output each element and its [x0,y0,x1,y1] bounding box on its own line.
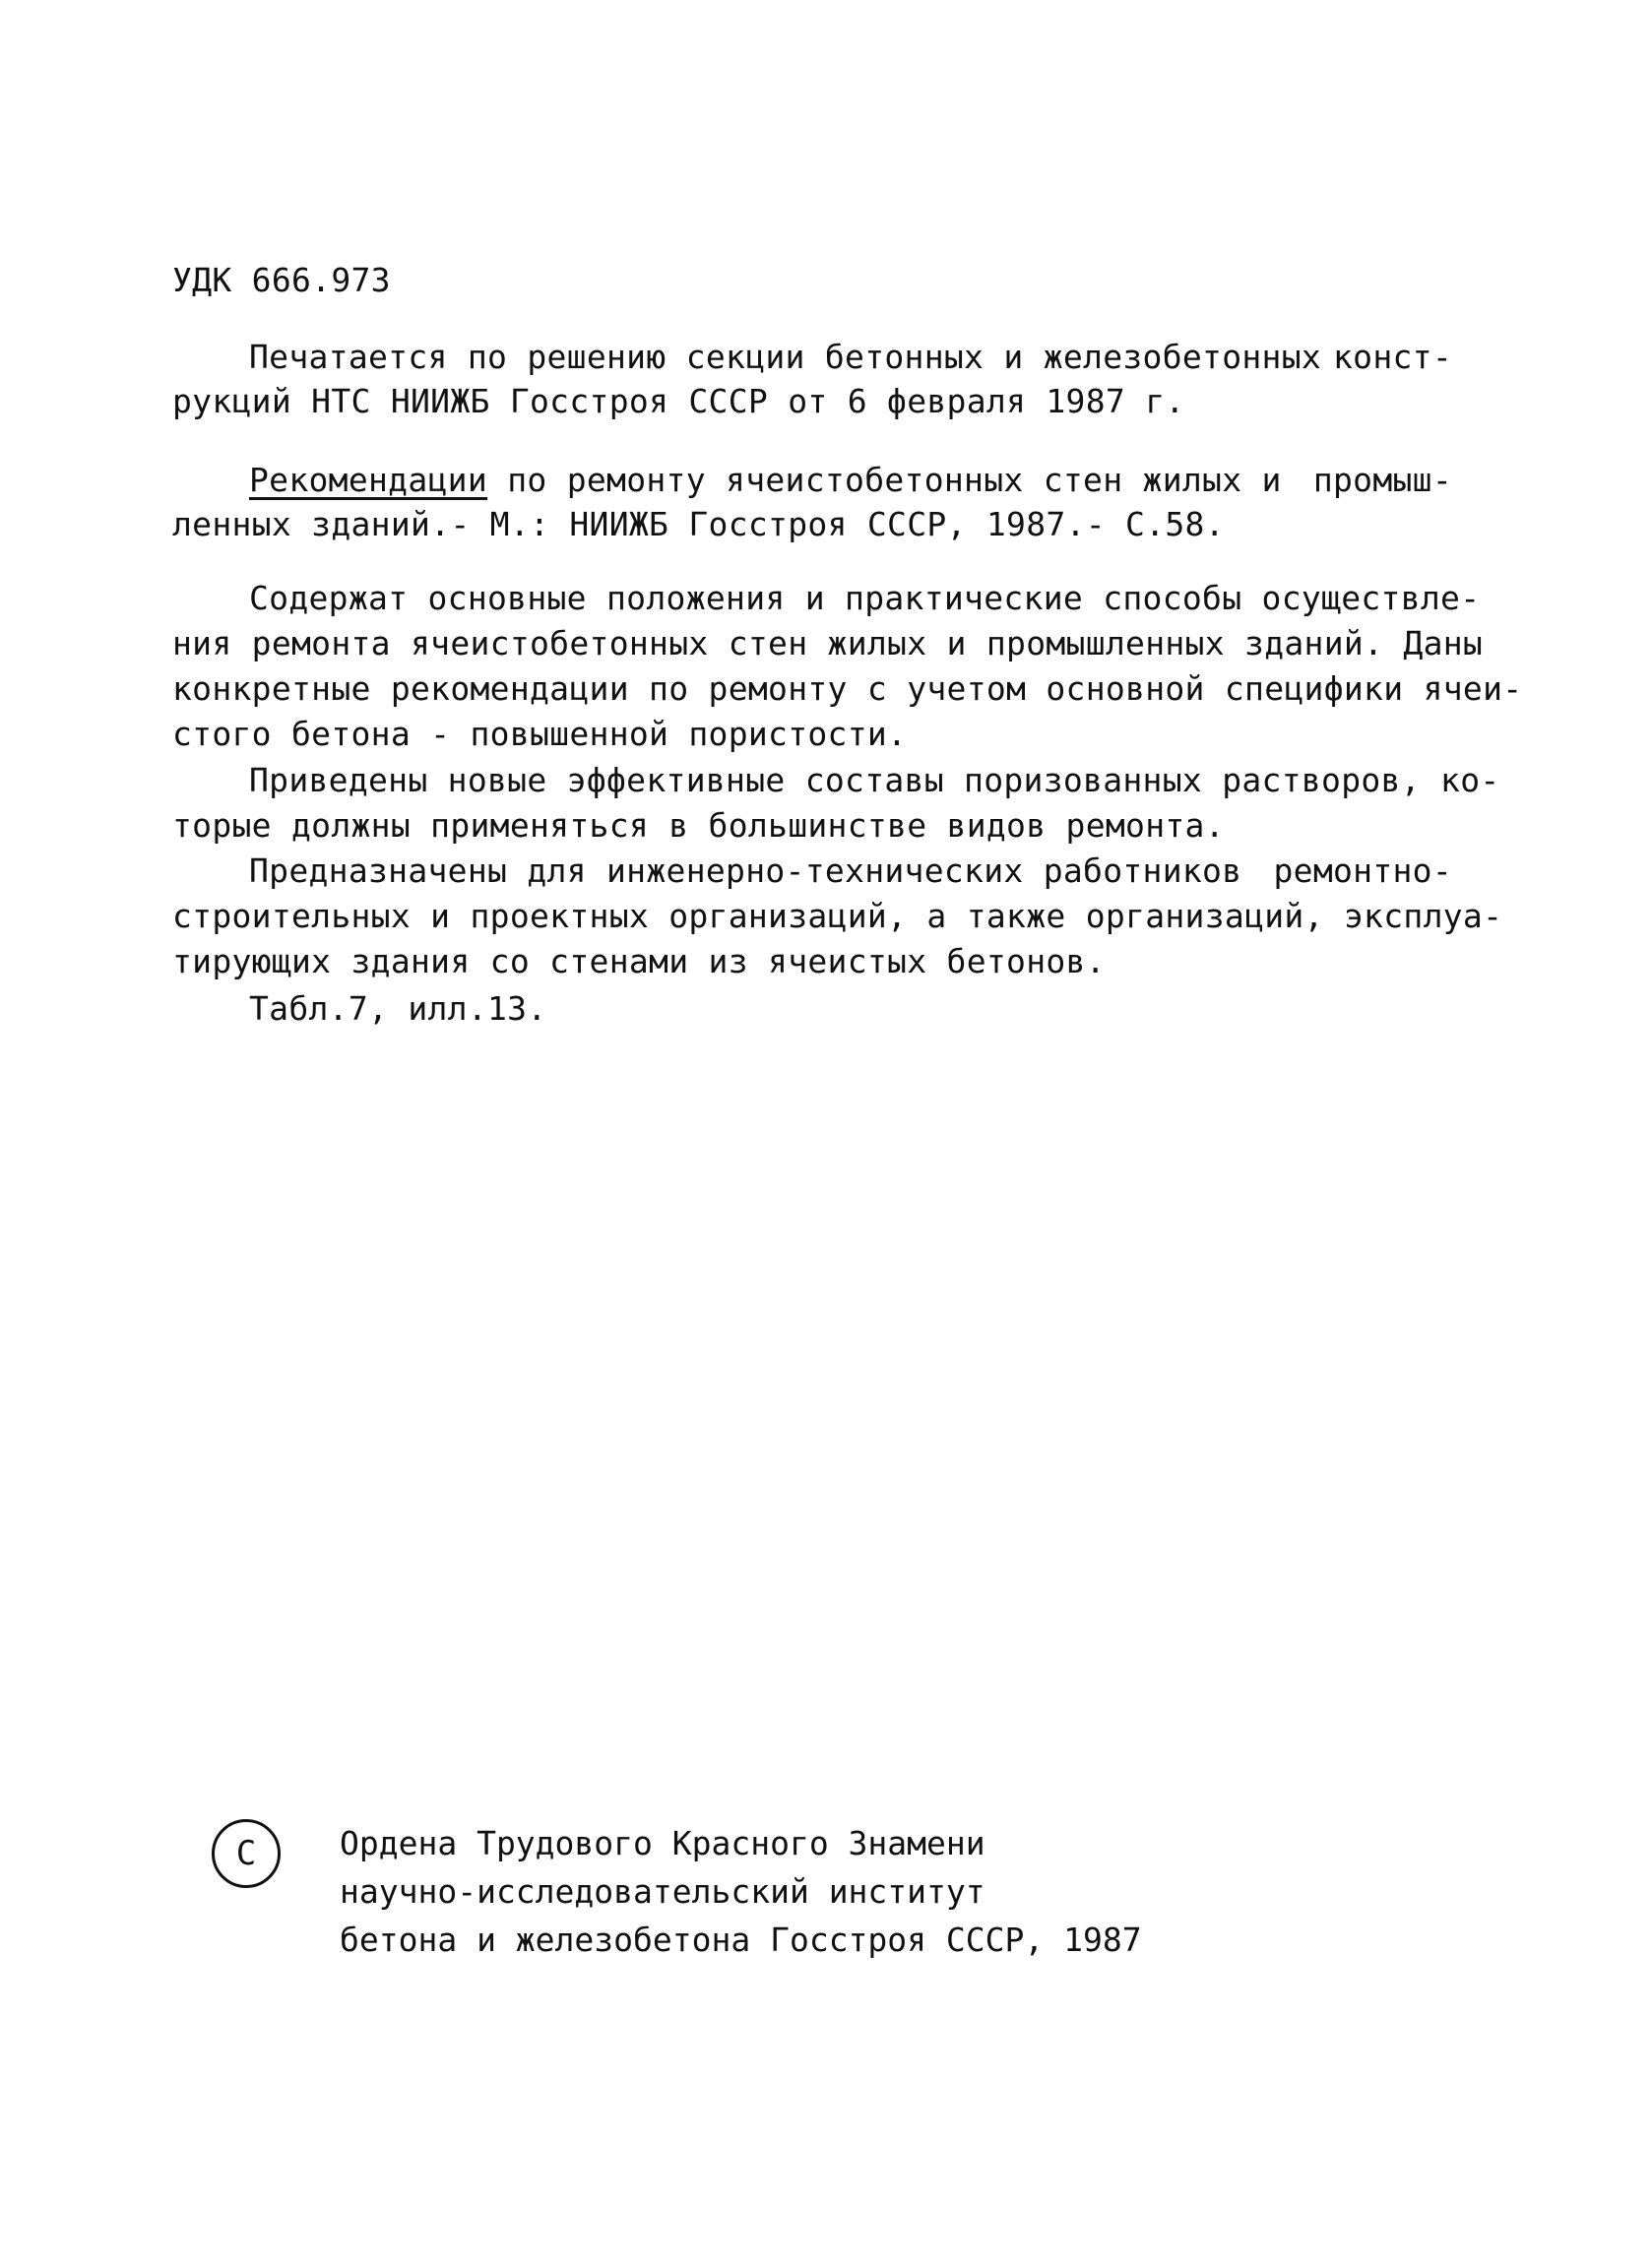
citation-line-2: ленных зданий.- М.: НИИЖБ Госстроя СССР, 1987.- С.58. [172,505,1225,543]
abstract-p3-line-2: строительных и проектных организаций, а также организаций, эксплуа- [172,897,1503,935]
citation-line-1 [249,458,1452,503]
abstract-p2-line-1: Приведены новые эффективные составы поризованных растворов, ко- [249,761,1500,799]
abstract-p1-line-1: Содержат основные положения и практические способы осуществле- [249,579,1481,617]
citation-title [249,458,1282,503]
publisher-line-3: бетона и железобетона Госстроя СССР, 1987 [340,1921,1142,1959]
abstract-p1-line-2: ния ремонта ячеистобетонных стен жилых и промышленных зданий. Даны [172,624,1484,662]
publisher-line-1: Ордена Трудового Красного Знамени [340,1824,985,1862]
tables-illustrations: Табл.7, илл.13. [249,989,547,1028]
abstract-p1-line-4: стого бетона - повышенной пористости. [172,715,908,753]
abstract-p3-line-1 [249,849,1452,894]
abstract-p3-line-3: тирующих здания со стенами из ячеистых бетонов. [172,942,1106,980]
citation-title-word: Рекомендации [249,461,488,499]
approval-line-2: рукций НТС НИИЖБ Госстроя СССР от 6 февраля 1987 г. [172,382,1185,420]
udc-code: УДК 666.973 [172,261,391,299]
citation-text: по ремонту ячеистобетонных стен жилых и [507,461,1282,499]
abstract-p3-text: Предназначены для инженерно-технических работников [249,851,1242,890]
abstract-p2-line-2: торые должны применяться в большинстве видов ремонта. [172,806,1225,845]
approval-text: Печатается по решению секции бетонных и железобетонных [249,338,1322,376]
abstract-p1-line-3: конкретные рекомендации по ремонту с учетом основной специфики ячеи- [172,669,1523,708]
publisher-line-2: научно-исследовательский институт [340,1872,985,1911]
abstract-p3-text-end: ремонтно- [1273,851,1452,890]
copyright-icon: C [212,1819,281,1888]
citation-text-end: промыш- [1312,461,1452,499]
approval-line-1 [249,335,1452,380]
approval-text-end: конст- [1332,338,1452,376]
